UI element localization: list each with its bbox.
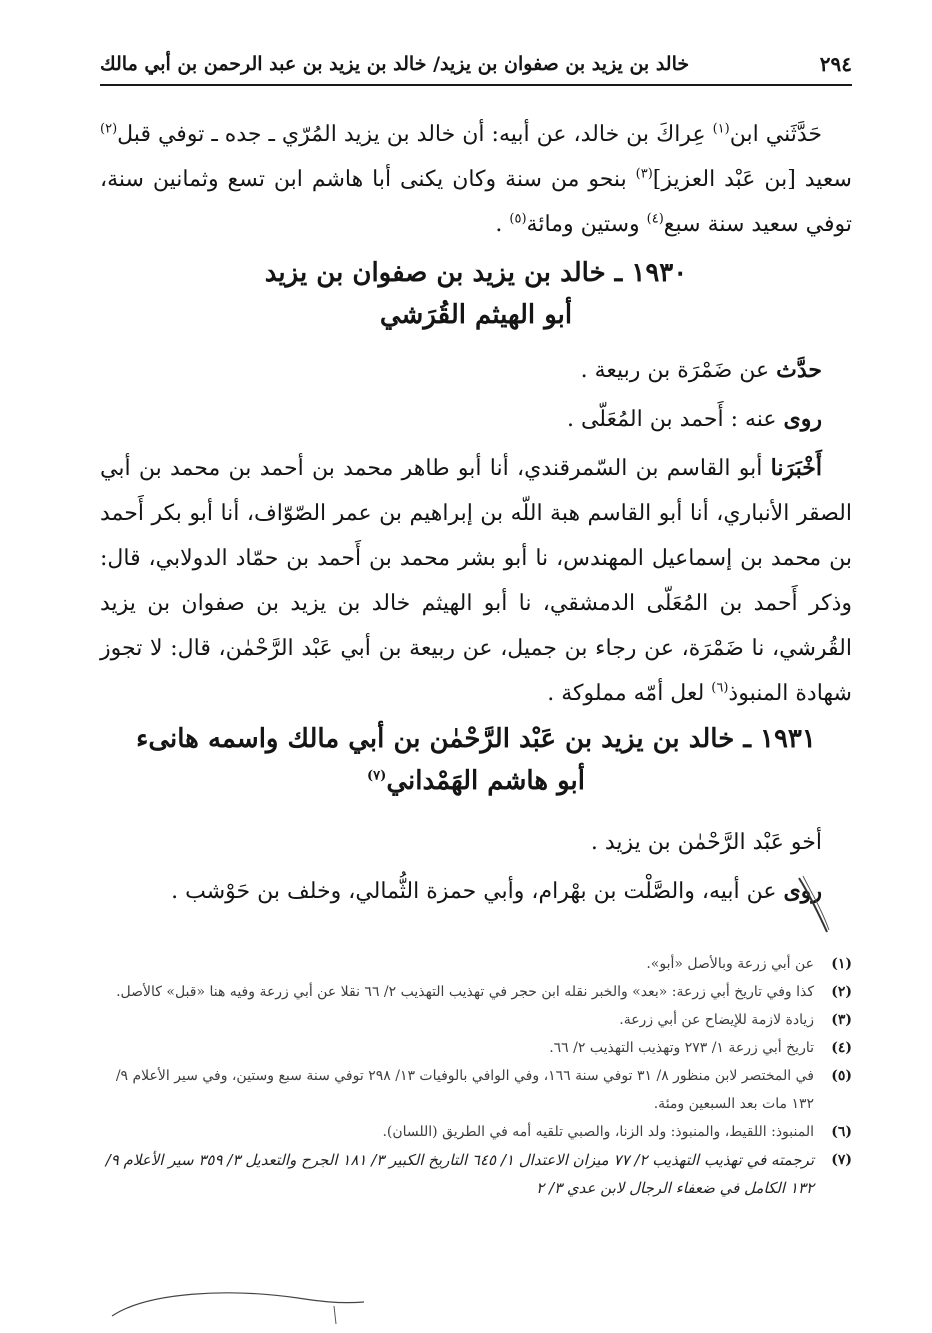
footnote-number: (١) — [831, 956, 852, 972]
entry-1931 — [100, 718, 852, 802]
running-title: خالد بن يزيد بن صفوان بن يزيد/ خالد بن يزيد بن عبد الرحمن بن أبي مالك — [100, 53, 690, 75]
footnote — [105, 1034, 852, 1062]
entry-1931-title-line1: ١٩٣١ ـ خالد بن يزيد بن عَبْد الرَّحْمٰن بن أبي مالك واسمه هانىء — [136, 724, 816, 754]
pen-stroke-mark — [795, 872, 835, 936]
footnote-ref-7: (٧) — [367, 768, 387, 784]
footnote-handwritten — [105, 1146, 852, 1202]
footnote-ref-6: (٦) — [711, 680, 729, 696]
footnote-text: في المختصر لابن منظور ٨/ ٣١ توفي سنة ١٦٦، وفي الوافي بالوفيات ١٣/ ٢٩٨ توفي سنة سبع وستين، وفي سير الأعلام ٩/ ١٣٢ مات بعد السبعين ومئة. — [115, 1068, 814, 1112]
continuation-paragraph: حَدَّثَني ابن$^{(١)}$ عِراكَ بن خالد، عن أبيه: أن خالد بن يزيد المُرّي ـ جده ـ توفي قبل$^{(٢)}$ سعيد [بن عَبْد العزيز]$^{(٣)}$ بنحو من سنة وكان يكنى أبا هاشم ابن تسع وثمانين سنة، توفي سعيد سنة سبع$^{(٤)}$ وستين ومائة$^{(٥)}$ . — [100, 121, 852, 237]
footnote-text: تاريخ أبي زرعة ١/ ٢٧٣ وتهذيب التهذيب ٢/ ٦٦. — [549, 1040, 814, 1056]
entry-1931-title-line2: أبو هاشم الهَمْداني$^{(٧)}$ — [367, 766, 585, 796]
footnote-number: (٧) — [831, 1152, 852, 1168]
footnote-ref-1: (١) — [712, 121, 730, 137]
footnote-number: (٢) — [831, 984, 852, 1000]
footnote — [105, 978, 852, 1006]
entry-1930-title-line1: ١٩٣٠ ـ خالد بن يزيد بن صفوان بن يزيد — [264, 258, 688, 288]
footnote-number: (٥) — [831, 1068, 852, 1084]
footnote — [105, 950, 852, 978]
rawa-keyword-1931: روى — [783, 878, 822, 904]
rawa-line: روى عنه : أَحمد بن المُعَلّى . — [566, 406, 822, 432]
footnote-text: زيادة لازمة للإيضاح عن أبي زرعة. — [619, 1012, 814, 1028]
footnote-text: ترجمته في تهذيب التهذيب ٢/ ٧٧ ميزان الاعتدال ١/ ٦٤٥ التاريخ الكبير ٣/ ١٨١ الجرح والتعديل ٣/ ٣٥٩ سير الأعلام ٩/ ١٣٢ الكامل في ضعفاء الرجال لابن عدي ٣/ ٢ — [105, 1151, 814, 1197]
footnote-text: عن أبي زرعة وبالأصل «أبو». — [646, 956, 814, 972]
footnote — [105, 1062, 852, 1118]
footnote-text: كذا وفي تاريخ أبي زرعة: «بعد» والخبر نقله ابن حجر في تهذيب التهذيب ٢/ ٦٦ نقلا عن أبي زرعة وفيه هنا «قبل» كالأصل. — [116, 984, 814, 1000]
entry-1930-title-line2: أبو الهيثم القُرَشي — [379, 300, 573, 330]
continuation-paragraph-block — [100, 112, 852, 247]
footnote-text: المنبوذ: اللقيط، والمنبوذ: ولد الزنا، والصبي تلقيه أمه في الطريق (اللسان). — [382, 1124, 814, 1140]
footnote-ref-3: (٣) — [635, 166, 653, 182]
haddath-keyword: حدَّث — [776, 357, 822, 383]
page-header — [100, 44, 852, 86]
entry-1931-body — [100, 820, 852, 918]
footnote-number: (٤) — [831, 1040, 852, 1056]
footnote — [105, 1006, 852, 1034]
brother-line: أخو عَبْد الرَّحْمٰن بن يزيد . — [590, 830, 822, 855]
scan-scribble-mark — [108, 1286, 368, 1326]
footnote-number: (٣) — [831, 1012, 852, 1028]
isnad-paragraph: أَخْبَرَنا أبو القاسم بن السّمرقندي، أنا أبو طاهر محمد بن أحمد بن محمد بن أبي الصقر الأنباري، أنا أبو القاسم هبة اللّه بن إبراهيم بن عمر الصّوّاف، أنا أبو بكر أَحمد بن محمد بن إسماعيل المهندس، نا أبو بشر محمد بن أَحمد بن حمّاد الدولابي، قال: وذكر أَحمد بن المُعَلّى الدمشقي، نا أبو الهيثم خالد بن يزيد بن صفوان بن يزيد القُرشي، نا ضَمْرَة، عن رجاء بن جميل، عن ربيعة بن أبي عَبْد الرَّحْمٰن، قال: لا تجوز شهادة المنبوذ$^{(٦)}$ لعل أمّه مملوكة . — [100, 455, 852, 706]
page-number: ٢٩٤ — [819, 52, 852, 76]
rawa-line-1931: روى عن أبيه، والصَّلْت بن بهْرام، وأبي حمزة الثُّمالي، وخلف بن حَوْشب . — [171, 878, 822, 904]
footnote-ref-4: (٤) — [646, 211, 664, 227]
footnote-ref-5: (٥) — [509, 211, 527, 227]
footnote — [105, 1118, 852, 1146]
footnote-ref-2: (٢) — [100, 121, 118, 137]
entry-1930-body — [100, 348, 852, 716]
haddath-line: حدَّث عن ضَمْرَة بن ربيعة . — [580, 357, 822, 383]
footnote-number: (٦) — [831, 1124, 852, 1140]
entry-1930 — [100, 252, 852, 336]
footnotes — [105, 950, 852, 1202]
akhbarana-keyword: أَخْبَرَنا — [770, 455, 822, 481]
rawa-keyword: روى — [783, 406, 822, 432]
